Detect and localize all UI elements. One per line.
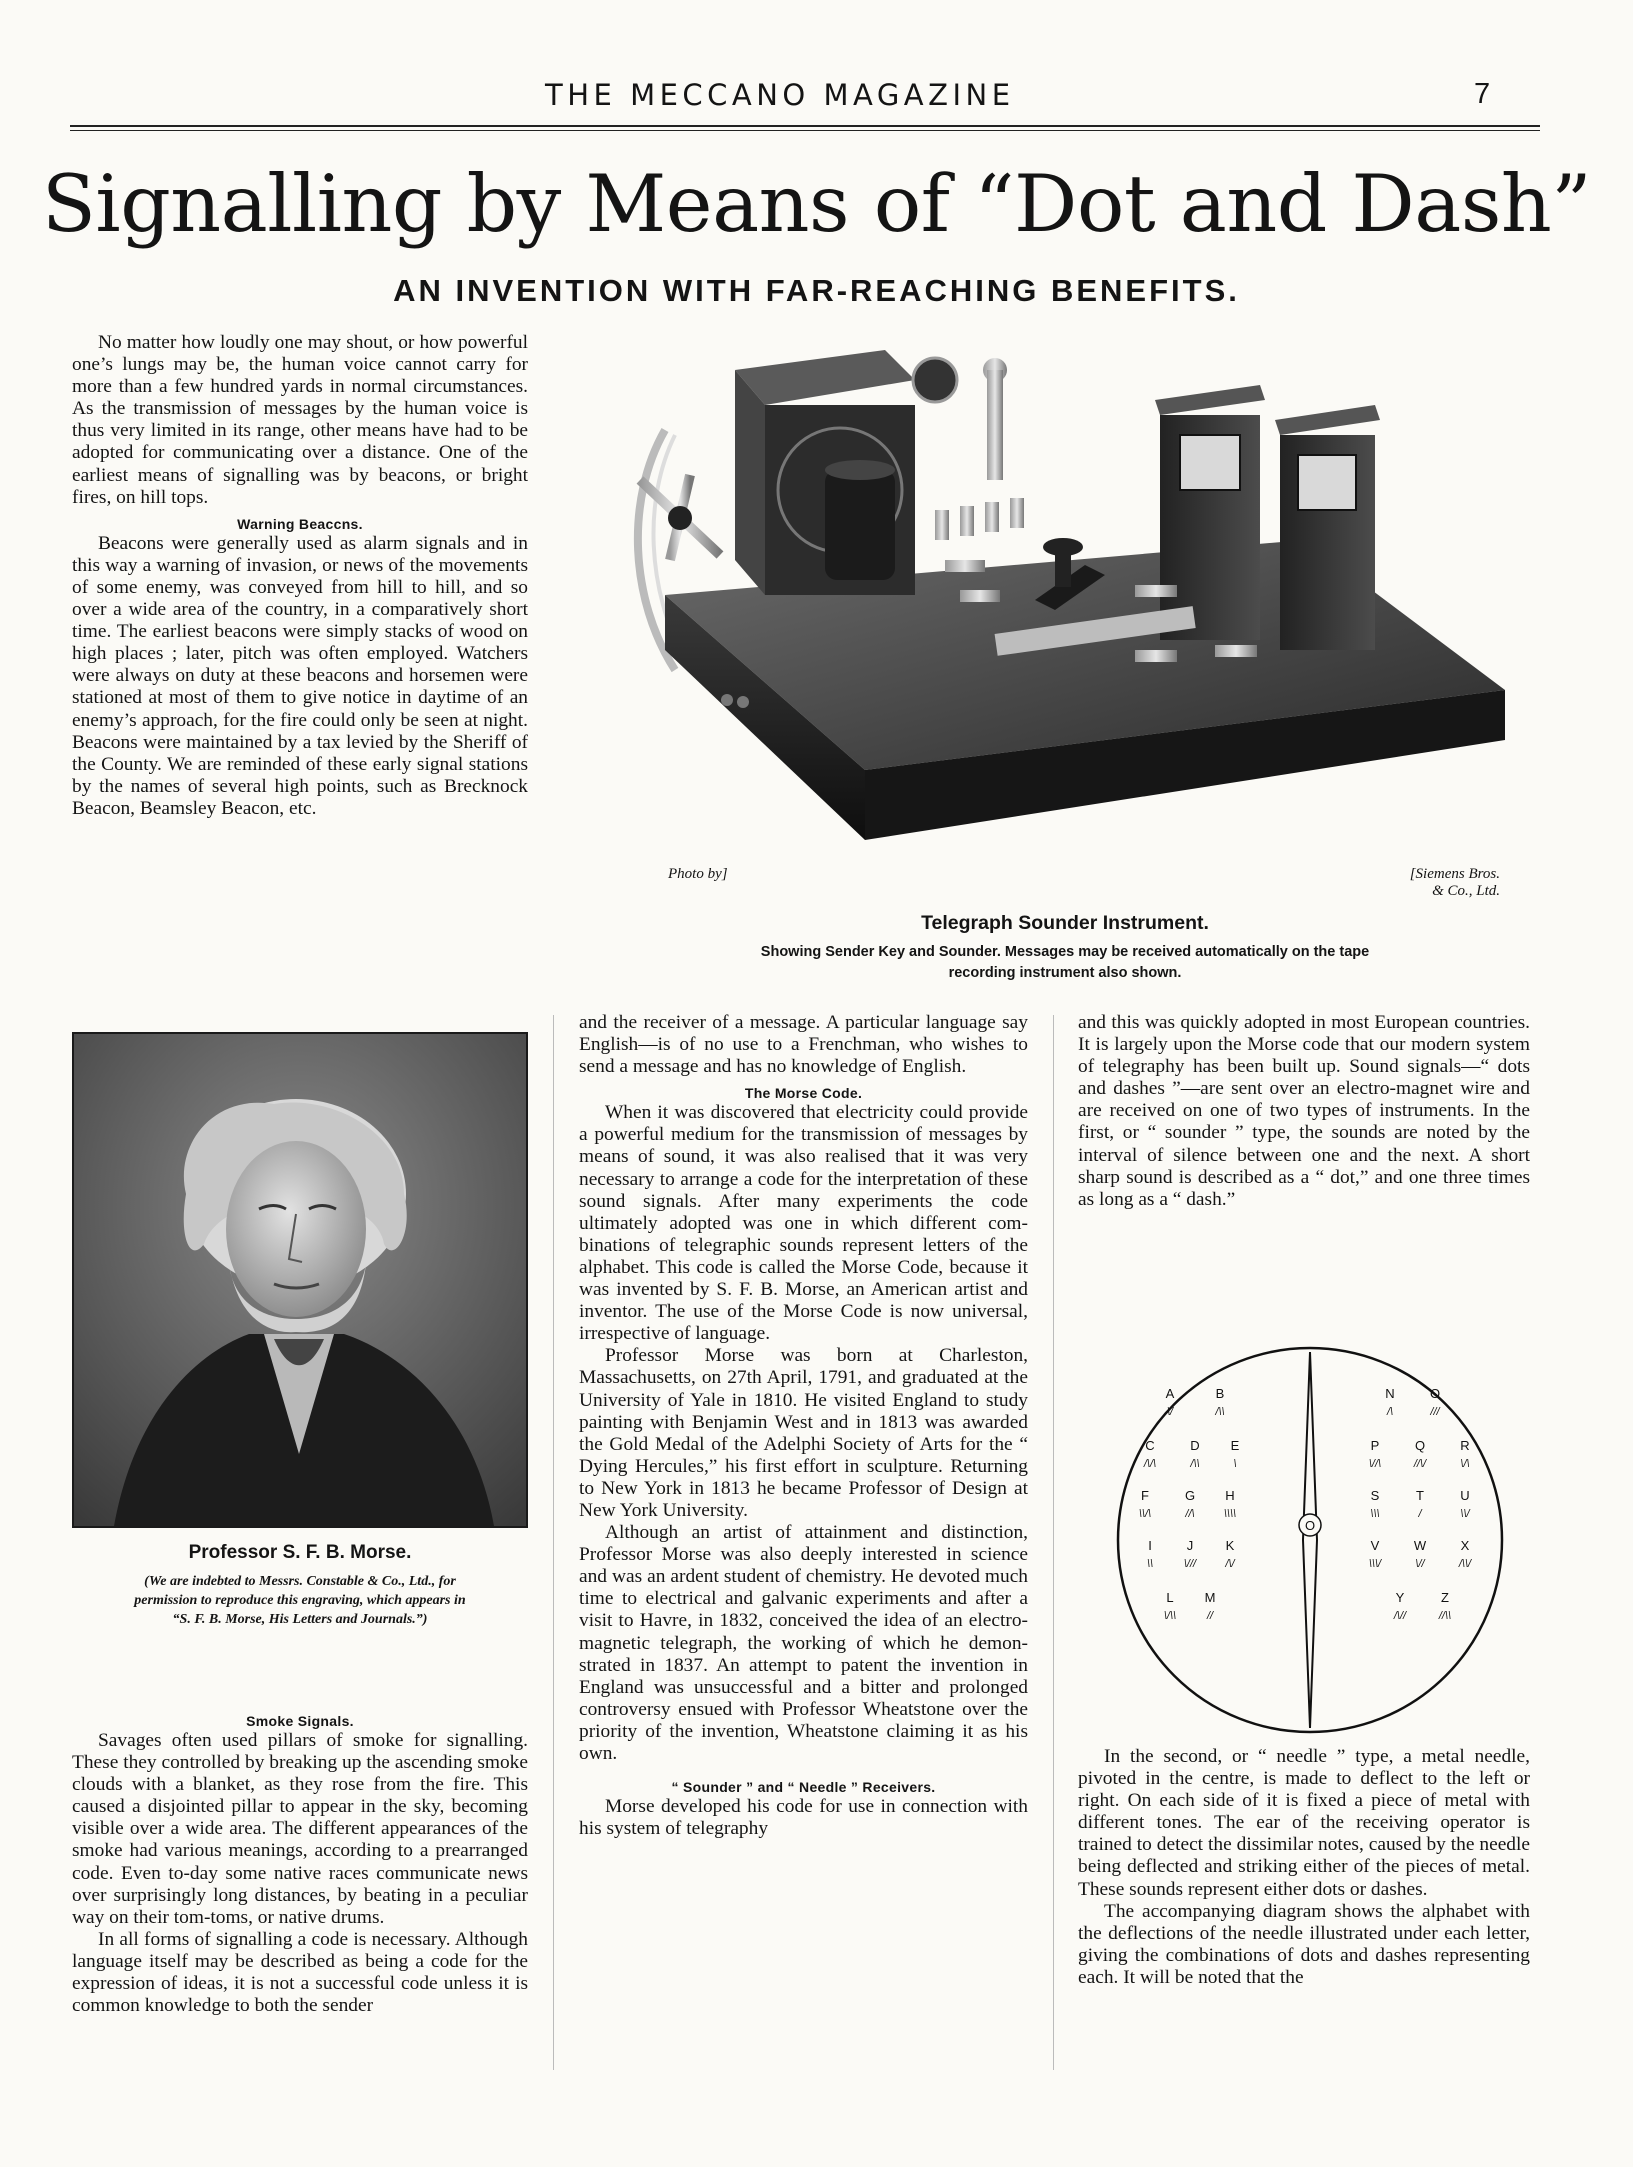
- dial-code-e: \: [1233, 1458, 1237, 1470]
- header-rule-bottom: [70, 130, 1540, 131]
- paragraph: In all forms of signalling a code is necessary. Although language itself may be described as being a code for the expression of ideas, it is not a successful code unless it is common knowledge to both the sender: [72, 1928, 528, 2017]
- dial-letter-h: H: [1225, 1488, 1235, 1503]
- telegraph-instrument-illustration: [615, 340, 1525, 870]
- dial-code-v: \\\/: [1368, 1558, 1382, 1570]
- dial-letter-w: W: [1413, 1538, 1427, 1553]
- dial-code-z: //\\: [1438, 1610, 1452, 1622]
- credit-line: (We are indebted to Messrs. Constable & Co., Ltd., for: [144, 1574, 456, 1589]
- dial-letter-j: J: [1186, 1538, 1194, 1553]
- paragraph: The accompanying diagram shows the alphabet with the deflections of the needle illustrated under each letter, giving the combinations of dots and dashes representing each. It will be noted that the: [1078, 1900, 1530, 1988]
- dial-letter-b: B: [1215, 1386, 1225, 1401]
- dial-letter-o: O: [1429, 1386, 1441, 1401]
- dial-code-r: \/\: [1460, 1458, 1470, 1470]
- paragraph: Although an artist of attainment and distinction, Professor Morse was also deeply interested in science and was an ardent student of chemistry. He devoted much time to electrical and galvanic experiments and after a visit to Havre, in 1832, conceived the idea of an electro-magnetic telegraph, the working of which he demonstrated in 1837. An attempt to patent the invention in England was unsuccessful and a bitter and prolonged controversy ensued with Professor Wheatstone over the priority of the invention, Wheatstone claiming it as his own.: [579, 1522, 1028, 1764]
- dial-code-l: \/\\: [1163, 1610, 1177, 1622]
- dial-letter-q: Q: [1414, 1438, 1426, 1453]
- caption-line: recording instrument also shown.: [948, 965, 1182, 981]
- dial-letter-l: L: [1166, 1590, 1174, 1605]
- paragraph: Morse developed his code for use in connection with his system of telegraphy: [579, 1796, 1028, 1840]
- column-left-top: [72, 332, 528, 820]
- dial-code-h: \\\\: [1223, 1508, 1237, 1520]
- dial-code-x: /\\/: [1458, 1558, 1472, 1570]
- needle: [1303, 1352, 1317, 1728]
- dial-code-s: \\\: [1370, 1508, 1380, 1520]
- column-left-bottom: [72, 1713, 528, 2017]
- dial-code-w: \//: [1415, 1558, 1425, 1570]
- dial-letter-z: Z: [1441, 1590, 1449, 1605]
- header-rule-top: [70, 125, 1540, 127]
- column-right-top: [1078, 1012, 1530, 1211]
- dial-letter-k: K: [1225, 1538, 1235, 1553]
- dial-letter-r: R: [1460, 1438, 1470, 1453]
- photo-credit-right: [1340, 866, 1500, 900]
- dial-letter-u: U: [1460, 1488, 1470, 1503]
- dial-code-q: //\/: [1413, 1458, 1427, 1470]
- dial-code-j: \///: [1183, 1558, 1197, 1570]
- dial-code-u: \\/: [1460, 1508, 1470, 1520]
- running-title: THE MECCANO MAGAZINE: [545, 78, 1015, 112]
- page-number: 7: [1474, 78, 1491, 110]
- credit-line: permission to reproduce this engraving, which appears in: [134, 1593, 466, 1608]
- dial-code-d: /\\: [1190, 1458, 1200, 1470]
- dial-letter-c: C: [1145, 1438, 1155, 1453]
- dial-code-y: /\//: [1393, 1610, 1407, 1622]
- dial-outline: [1118, 1348, 1502, 1732]
- column-rule: [1053, 1015, 1054, 2070]
- paragraph: In the second, or “ needle ” type, a metal needle, pivoted in the centre, is made to deflect to the left or right. On each side of it is fixed a piece of metal with different tones. The ear of the receiving operator is trained to detect the dissimilar notes, caused by the needle being deflected and striking either of the pieces of metal. These sounds represent either dots or dashes.: [1078, 1746, 1530, 1900]
- portrait-caption-title: Professor S. F. B. Morse.: [188, 1542, 412, 1563]
- paragraph: When it was discovered that electricity could provide a powerful medium for the transmission of messages by means of sound, it was also realised that it was very necessary to arrange a code for the interpretation of these sound signals. After many experiments the code ultimately adopted was one in which different combinations of telegraphic sounds represent letters of the alphabet. This code is called the Morse Code, because it was invented by S. F. B. Morse, an American artist and inventor. The use of the Morse Code is now universal, irrespective of language.: [579, 1102, 1028, 1345]
- dial-code-a: \/: [1166, 1406, 1174, 1418]
- paragraph: Beacons were generally used as alarm signals and in this way a warning of invasion, or news of the movements of some enemy, was conveyed from hill to hill, and so over a wide area of the country, in a comparatively short time. The earliest beacons were simply stacks of wood on high places ; later, pitch was often employed. Watchers were always on duty at these beacons and horsemen were stationed at most of them to give notice in daytime of an enemy’s approach, for the fire could only be seen at night. Beacons were maintained by a tax levied by the Sheriff of the County. We are reminded of these early signal stations by the names of several high points, such as Brecknock Beacon, Beamsley Beacon, etc.: [72, 532, 528, 819]
- morse-needle-dial-diagram: [1110, 1340, 1510, 1740]
- dial-letter-s: S: [1370, 1488, 1380, 1503]
- photo-credit-left: Photo by]: [668, 866, 728, 882]
- dial-code-k: /\/: [1225, 1558, 1235, 1570]
- dial-code-f: \\/\: [1138, 1508, 1152, 1520]
- portrait-credit: [80, 1572, 520, 1629]
- paragraph: Professor Morse was born at Charleston, Massachusetts, on 27th April, 1791, and graduated at the University of Yale in 1810. He visited England to study painting with Benjamin West and in 1813 was awarded the Gold Medal of the Adelphi Society of Arts for the “ Dying Hercules,” his first effort in sculpture. Returning to New York in 1813 he became Professor of Design at New York University.: [579, 1345, 1028, 1521]
- dial-letter-y: Y: [1395, 1590, 1405, 1605]
- credit-line: “S. F. B. Morse, His Letters and Journals.”): [172, 1612, 428, 1627]
- column-right-bottom: [1078, 1746, 1530, 1989]
- photo-credit-line: & Co., Ltd.: [1432, 883, 1500, 899]
- dial-letter-d: D: [1190, 1438, 1200, 1453]
- section-heading-receivers: “ Sounder ” and “ Needle ” Receivers.: [671, 1779, 936, 1796]
- dial-code-t: /: [1418, 1508, 1422, 1520]
- column-rule: [553, 1015, 554, 2070]
- paragraph: No matter how loudly one may shout, or how powerful one’s lungs may be, the human voice cannot carry for more than a few hundred yards in normal circumstances. As the transmission of messages by the human voice is thus very limited in its range, other means have had to be adopted for communicating over a distance. One of the earliest means of signalling was by beacons, or bright fires, on hill tops.: [72, 332, 528, 508]
- telegraph-caption-text: [640, 942, 1490, 984]
- dial-code-o: ///: [1430, 1406, 1440, 1418]
- paragraph: and this was quickly adopted in most European countries. It is largely upon the Morse code that our modern system of telegraphy has been built up. Sound signals—“ dots and dashes ”—are sent over an electro-magnet wire and are received on one of two types of instruments. In the first, or “ sounder ” type, the sounds are noted by the interval of silence between one and the next. A short sharp sound is described as a “ dot,” and one three times as long as a “ dash.”: [1078, 1012, 1530, 1210]
- dial-letter-x: X: [1460, 1538, 1470, 1553]
- photo-credit-line: [Siemens Bros.: [1409, 866, 1500, 882]
- article-subtitle: AN INVENTION WITH FAR-REACHING BENEFITS.: [393, 273, 1240, 308]
- dial-code-g: //\: [1185, 1508, 1195, 1520]
- telegraph-instrument-photo: [615, 340, 1525, 870]
- column-middle: [579, 1012, 1028, 1840]
- section-heading-morse-code: The Morse Code.: [744, 1085, 863, 1102]
- dial-letter-p: P: [1370, 1438, 1380, 1453]
- dial-letter-f: F: [1141, 1488, 1149, 1503]
- pivot-label: O: [1304, 1518, 1316, 1533]
- dial-letter-a: A: [1165, 1386, 1175, 1401]
- portrait-illustration: [74, 1034, 526, 1526]
- morse-portrait-engraving: [72, 1032, 528, 1528]
- section-heading-smoke-signals: Smoke Signals.: [246, 1713, 354, 1729]
- dial-code-c: /\/\: [1143, 1458, 1157, 1470]
- paragraph: Savages often used pillars of smoke for signalling. These they controlled by breaking up the ascending smoke clouds with a blanket, as they rose from the fire. This caused a disjointed pillar to appear in the sky, becoming visible over a wide area. The different appearances of the smoke had various meanings, according to a prearranged code. Even to-day some native races communicate news over surprisingly long distances, by beating in a peculiar way on their tom-toms, or native drums.: [72, 1730, 528, 1928]
- article-title: Signalling by Means of “Dot and Dash”: [41, 158, 1592, 250]
- telegraph-caption-title: Telegraph Sounder Instrument.: [921, 912, 1209, 934]
- caption-line: Showing Sender Key and Sounder. Messages may be received automatically on the tape: [760, 944, 1370, 960]
- dial-code-p: \//\: [1368, 1458, 1382, 1470]
- dial-code-n: /\: [1386, 1406, 1394, 1418]
- dial-letter-m: M: [1204, 1590, 1216, 1605]
- dial-letter-g: G: [1184, 1488, 1196, 1503]
- dial-code-i: \\: [1146, 1558, 1154, 1570]
- section-heading-warning-beacons: Warning Beaccns.: [237, 515, 363, 532]
- dial-letter-i: I: [1148, 1538, 1152, 1553]
- needle-dial-svg: [1110, 1340, 1510, 1740]
- paragraph: and the receiver of a message. A particular language say English—is of no use to a Frenchman, who wishes to send a message and has no knowledge of English.: [579, 1012, 1028, 1078]
- dial-letter-n: N: [1385, 1386, 1395, 1401]
- running-head: [0, 78, 1633, 118]
- dial-letter-e: E: [1230, 1438, 1240, 1453]
- dial-letter-t: T: [1416, 1488, 1424, 1503]
- dial-letter-v: V: [1370, 1538, 1380, 1553]
- dial-code-m: //: [1206, 1610, 1214, 1622]
- dial-code-b: /\\: [1215, 1406, 1225, 1418]
